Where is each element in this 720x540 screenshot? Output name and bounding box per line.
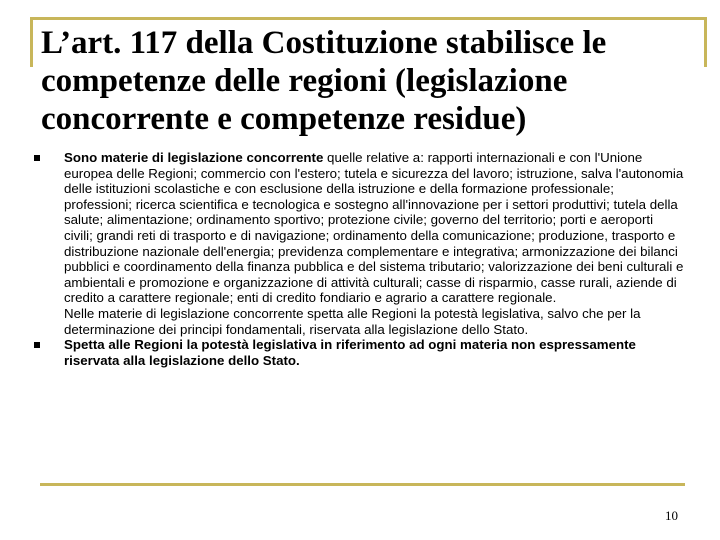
bullet-note-text: Nelle materie di legislazione concorrente spetta alle Regioni la potestà legislativa, salvo che per la determinazione dei principi fondamentali, riservata alla legislazione dello Stato.	[64, 305, 641, 337]
bullet-item-residual-competence	[34, 337, 684, 368]
title-frame-top-rule	[30, 17, 707, 20]
footer-divider	[40, 483, 685, 486]
bullet-lead-text: Sono materie di legislazione concorrente	[64, 150, 324, 165]
bullet-item-concurrent-legislation	[34, 150, 684, 337]
bullet-body-text: quelle relative a: rapporti internazionali e con l'Unione europea delle Regioni; commercio con l'estero; tutela e sicurezza del lavoro; istruzione, salva l'autonomia delle istituzioni scolastiche e con esclusione della istruzione e della formazione professionale; professioni; ricerca scientifica e tecnologica e sostegno all'innovazione per i settori produttivi; tutela della salute; alimentazione; ordinamento sportivo; protezione civile; governo del territorio; porti e aeroporti civili; grandi reti di trasporto e di navigazione; ordinamento della comunicazione; produzione, trasporto e distribuzione nazionale dell'energia; previdenza complementare e integrativa; armonizzazione dei bilanci pubblici e coordinamento della finanza pubblica e del sistema tributario; valorizzazione dei beni culturali e ambientali e promozione e organizzazione di attività culturali; casse di risparmio, casse rurali, aziende di credito a carattere regionale; enti di credito fondiario e agrario a carattere regionale.	[64, 150, 684, 306]
bullet-list	[34, 150, 684, 368]
square-bullet-icon	[34, 155, 40, 161]
page-number: 10	[665, 508, 678, 523]
title-frame-right-rule	[704, 17, 707, 67]
bullet-body-text: Spetta alle Regioni la potestà legislativa in riferimento ad ogni materia non espressamente riservata alla legislazione dello Stato.	[64, 337, 636, 368]
title-frame-left-rule	[30, 17, 33, 67]
square-bullet-icon	[34, 342, 40, 348]
slide-title: L’art. 117 della Costituzione stabilisce le competenze delle regioni (legislazione concorrente e competenze residue)	[41, 25, 607, 137]
